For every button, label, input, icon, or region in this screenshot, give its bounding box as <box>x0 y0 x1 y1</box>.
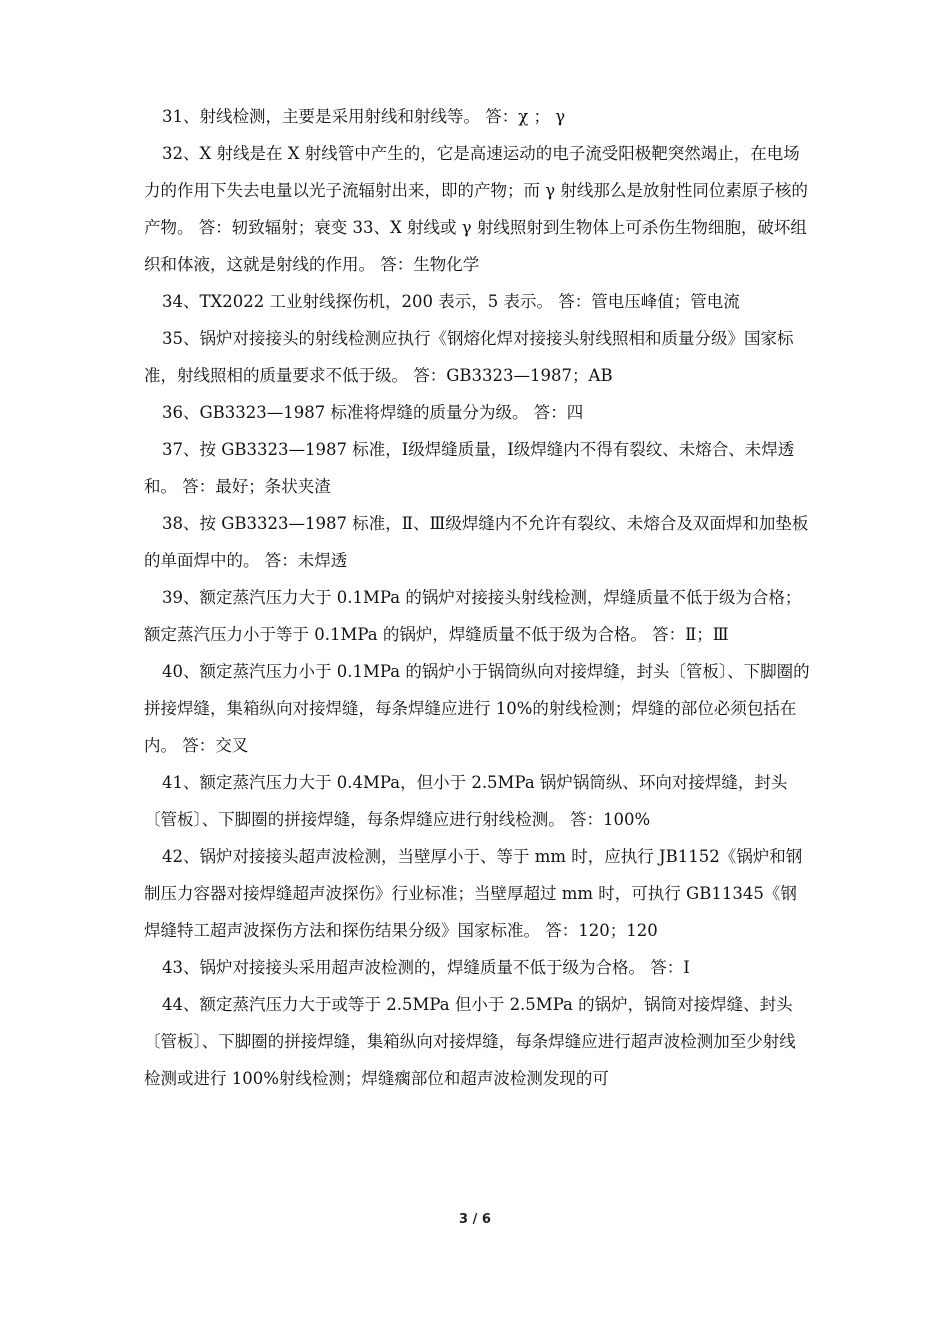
question-40: 40、额定蒸汽压力小于 0.1MPa 的锅炉小于锅筒纵向对接焊缝，封头〔管板〕、下脚圈的拼接焊缝，集箱纵向对接焊缝，每条焊缝应进行 10%的射线检测；焊缝的部位必须包括在内。 答：交叉 <box>144 662 810 755</box>
question-42: 42、锅炉对接接头超声波检测，当壁厚小于、等于 mm 时，应执行 JB1152《锅炉和钢制压力容器对接焊缝超声波探伤》行业标准；当壁厚超过 mm 时，可执行 GB11345《钢焊缝特工超声波探伤方法和探伤结果分级》国家标准。 答：120；120 <box>144 847 803 940</box>
question-44: 44、额定蒸汽压力大于或等于 2.5MPa 但小于 2.5MPa 的锅炉，锅筒对接焊缝、封头〔管板〕、下脚圈的拼接焊缝，集箱纵向对接焊缝，每条焊缝应进行超声波检测加至少射线检测或进行 100%射线检测；焊缝瘸部位和超声波检测发现的可 <box>144 995 796 1088</box>
question-35: 35、锅炉对接接头的射线检测应执行《钢熔化焊对接接头射线照相和质量分级》国家标准，射线照相的质量要求不低于级。 答：GB3323—1987；AB <box>144 329 794 385</box>
page-number: 3 / 6 <box>459 1212 491 1227</box>
question-43: 43、锅炉对接接头采用超声波检测的，焊缝质量不低于级为合格。 答：Ⅰ <box>162 958 690 977</box>
question-39: 39、额定蒸汽压力大于 0.1MPa 的锅炉对接接头射线检测，焊缝质量不低于级为合格；额定蒸汽压力小于等于 0.1MPa 的锅炉，焊缝质量不低于级为合格。 答：Ⅱ；Ⅲ <box>144 588 802 644</box>
question-31: 31、射线检测，主要是采用射线和射线等。 答：χ ； γ <box>162 107 566 126</box>
question-32: 32、X 射线是在 X 射线管中产生的，它是高速运动的电子流受阳极靶突然竭止，在电场力的作用下失去电量以光子流辐射出来，即的产物；而 γ 射线那么是放射性同位素原子核的产物。 答：轫致辐射；衰变 33、X 射线或 γ 射线照射到生物体上可杀伤生物细胞，破坏组织和体液，这就是射线的作用。 答：生物化学 <box>144 144 808 274</box>
question-41: 41、额定蒸汽压力大于 0.4MPa，但小于 2.5MPa 锅炉锅筒纵、环向对接焊缝，封头〔管板〕、下脚圈的拼接焊缝，每条焊缝应进行射线检测。 答：100% <box>144 773 788 829</box>
body-text <box>144 98 812 1097</box>
question-34: 34、TX2022 工业射线探伤机，200 表示，5 表示。 答：管电压峰值；管电流 <box>162 292 740 311</box>
question-38: 38、按 GB3323—1987 标准，Ⅱ、Ⅲ级焊缝内不允许有裂纹、未熔合及双面焊和加垫板的单面焊中的。 答：未焊透 <box>144 514 809 570</box>
question-37: 37、按 GB3323—1987 标准，Ⅰ级焊缝质量，Ⅰ级焊缝内不得有裂纹、未熔合、未焊透和。 答：最好；条状夹渣 <box>144 440 795 496</box>
question-36: 36、GB3323—1987 标准将焊缝的质量分为级。 答：四 <box>162 403 584 422</box>
